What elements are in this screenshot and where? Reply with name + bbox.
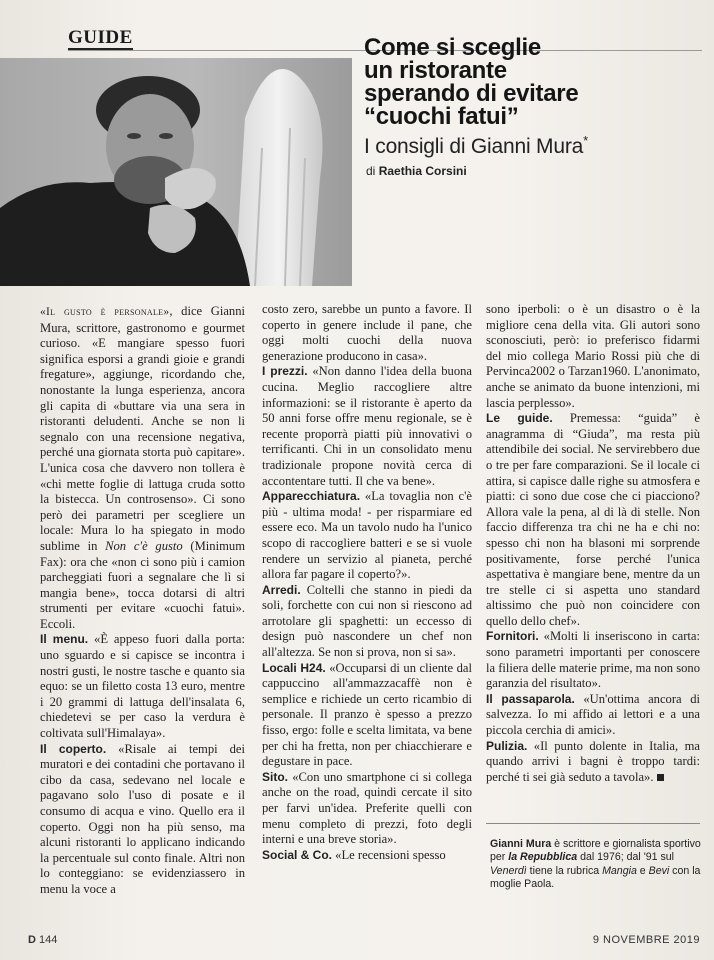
body-text: «Un'ottima ancora di salvezza. Io mi affido ai lettori e a una piccola cerchia di amici». bbox=[486, 691, 700, 738]
body-text: «La tovaglia non c'è più - ultima moda! - per risparmiare ed essere eco. Ma un tavolo nudo ha l'unico scopo di raccogliere batteri e se si vuole rendere un servizio al pianeta, perché allora far pagare il coperto?». bbox=[262, 489, 472, 582]
author-name: Raethia Corsini bbox=[378, 164, 467, 178]
bio-paper: la Repubblica bbox=[508, 851, 578, 864]
subhead-arredi: Arredi. bbox=[262, 582, 301, 597]
paragraph bbox=[262, 848, 472, 864]
portrait-illustration bbox=[0, 58, 352, 286]
subhead-prezzi: I prezzi. bbox=[262, 364, 308, 379]
body-text: Premessa: “guida” è anagramma di “Giuda”, ma resta più attendibile dei social. Ne servirebbero due o tre per fare comparazioni. Se il locale ci attira, si capisce dalle righe su atmosfera e piatti: ci sono due cose che ci piacciono? Allora vale la pena, al di là di stelle. Non faccio differenza tra chi ne ha e chi no: spesso chi non ha blasoni mi sorprende positivamente, forse perché l'unica aspettativa è mangiare bene, mentre da un tre stelle ci si aspetta uno standard altissimo che può non coincidere con quello dello chef». bbox=[486, 411, 700, 628]
text-column-1 bbox=[40, 304, 245, 898]
byline bbox=[366, 164, 467, 178]
body-text: «Il punto dolente in Italia, ma quando arrivi i bagni è troppo tardi: perché ti sei già seduto a tavola». bbox=[486, 738, 700, 784]
subhead-pulizia: Pulizia. bbox=[486, 738, 528, 753]
body-text: «Non danno l'idea della buona cucina. Meglio raccogliere altre informazioni: se il ristorante è aperto da 50 anni forse offre menu regionale, se è recente proporrà piatti più innovativi o terrificanti. Chi in un consolidato menu tradizionale propone novità cerca di accontentare tutti. Il che va bene». bbox=[262, 364, 472, 488]
body-text: costo zero, sarebbe un punto a favore. Il coperto in genere include il pane, che oggi molti cuochi della nuova generazione producono in casa». bbox=[262, 302, 472, 363]
body-text: (Minimum Fax): ora che «non ci sono più i camion parcheggiati fuori a segnalare che lì si mangia bene», tocca dotarsi di altri strumenti per evitare «cuochi fatui». Eccoli. bbox=[40, 538, 245, 631]
paragraph bbox=[262, 364, 472, 489]
headline-line: un ristorante bbox=[364, 57, 507, 84]
bio-text: dal 1976; dal '91 sul bbox=[577, 851, 674, 864]
end-of-article-mark bbox=[657, 774, 664, 781]
subtitle-text: I consigli di Gianni Mura bbox=[364, 135, 584, 158]
body-text: , dice Gianni Mura, scrittore, gastronomo e gourmet curioso. «E mangiare spesso fuori significa esporsi a grandi gioie e grandi fregature», aggiunge, ricordando che, nonostante la lunga esperienza, ancora gli capita di «buttare via una sera in ristoranti deludenti. Anche se non li segnalo con una recensione negativa, perché una giornata storta può capitare». L'unica cosa che davvero non tollera è «chi mette foglie di lattuga cruda sotto la bistecca. Un controsenso». Ci sono però dei parametri per scegliere un locale: Mura lo ha spiegato in modo sublime in bbox=[40, 304, 246, 553]
magazine-mark: D bbox=[28, 934, 36, 946]
paragraph bbox=[262, 489, 472, 583]
paragraph bbox=[486, 302, 700, 411]
text-column-3 bbox=[486, 302, 700, 785]
headline-line: sperando di evitare bbox=[364, 80, 579, 107]
text-column-2 bbox=[262, 302, 472, 863]
subhead-coperto: Il coperto. bbox=[40, 741, 107, 756]
bio-text: con la moglie Paola. bbox=[490, 864, 701, 891]
body-text: «Risale ai tempi dei muratori e dei contadini che portavano il cibo da casa, sedevano nel locale e pagavano solo l'uso di posate e il consumo di acqua e vino. Quello era il coperto. Oggi non ha più senso, ma alcuni ristoranti lo applicano indicando la percentuale sul conto finale. Altri non lo conteggiano: se evidenziassero in menu la voce a bbox=[40, 741, 245, 896]
author-photo bbox=[0, 58, 352, 286]
paragraph bbox=[40, 304, 245, 632]
body-text: «Molti li inseriscono in carta: sono parametri importanti per conoscere la filiera delle materie prime, ma non sono garanzia del risultato». bbox=[486, 629, 701, 691]
bio-column1: Mangia bbox=[602, 864, 637, 877]
subhead-locali: Locali H24. bbox=[262, 660, 326, 675]
paragraph bbox=[486, 739, 700, 786]
bio-text: tiene la rubrica bbox=[526, 864, 603, 877]
bio-rule bbox=[486, 823, 700, 824]
book-title: Non c'è gusto bbox=[105, 538, 183, 553]
body-text: «Con uno smartphone ci si collega anche on the road, quindi cercate il sito per farvi un'idea. Preferite quelli con menu completo di prezzi, foto degli interni e una breve storia». bbox=[262, 769, 472, 847]
paragraph bbox=[486, 629, 700, 691]
paragraph bbox=[262, 770, 472, 848]
bio-magazine: Venerdì bbox=[490, 864, 527, 877]
bio-text: è scrittore e giornalista sportivo per bbox=[490, 838, 701, 864]
subhead-menu: Il menu. bbox=[40, 632, 89, 647]
subhead-apparecchiatura: Apparecchiatura. bbox=[262, 489, 361, 504]
body-text: sono iperboli: o è un disastro o è la migliore cena della vita. Gli autori sono sconosciuti, però: io preferisco fidarmi del mio collega Mario Rossi più che di Pervinca2002 o Tarzan1960. L'anonimato, anche se animato da buone intenzioni, mi lascia perplesso». bbox=[486, 302, 700, 410]
paragraph bbox=[262, 661, 472, 770]
body-text: «Occuparsi di un cliente dal cappuccino all'ammazzacaffè non è semplice e richiede un certo ricambio di personale. Il pranzo è spesso a prezzo fisso, ergo: folle e scelta limitata, va bene per chi ha fretta, non per chiacchierare e degustare in pace. bbox=[262, 660, 472, 769]
body-text: «Le recensioni spesso bbox=[332, 847, 446, 862]
paragraph bbox=[40, 742, 245, 898]
paragraph bbox=[486, 692, 700, 739]
issue-date: 9 NOVEMBRE 2019 bbox=[592, 934, 700, 946]
paragraph bbox=[262, 583, 472, 661]
bio-name: Gianni Mura bbox=[490, 838, 552, 850]
subhead-social: Social & Co. bbox=[262, 847, 333, 862]
paragraph bbox=[40, 632, 245, 741]
page-folio bbox=[28, 934, 57, 946]
subhead-sito: Sito. bbox=[262, 769, 288, 784]
subhead-passaparola: Il passaparola. bbox=[486, 691, 575, 706]
lead-in: «Il gusto è personale» bbox=[40, 306, 170, 318]
paragraph bbox=[486, 411, 700, 629]
article-subtitle bbox=[364, 133, 704, 159]
body-text: «È appeso fuori dalla porta: uno sguardo e si capisce se incontra i nostri gusti, le nostre tasche e quanto sia equo: se un filetto costa 13 euro, mentre i 20 grammi di lattuga dell'insalata 6, chiedetevi se per caso la verdura è coltivata sull'Himalaya». bbox=[40, 632, 245, 741]
headline-line: “cuochi fatui” bbox=[364, 103, 519, 130]
footnote-mark: * bbox=[583, 133, 588, 148]
bio-text: e bbox=[636, 864, 649, 877]
page-number: 144 bbox=[39, 934, 58, 946]
byline-prefix: di bbox=[366, 164, 376, 178]
bio-column2: Bevi bbox=[648, 864, 670, 877]
article-headline bbox=[364, 36, 704, 128]
body-text: Coltelli che stanno in piedi da soli, forchette con cui non si riescono ad arrotolare gli spaghetti: un eccesso di design può nascondere un chef non all'altezza. Se non si prova, non si sa». bbox=[262, 582, 472, 660]
headline-line: Come si sceglie bbox=[364, 34, 541, 61]
subhead-guide: Le guide. bbox=[486, 411, 553, 426]
paragraph bbox=[262, 302, 472, 364]
author-bio bbox=[490, 838, 702, 892]
section-tag: GUIDE bbox=[68, 27, 133, 48]
subhead-fornitori: Fornitori. bbox=[486, 629, 539, 644]
